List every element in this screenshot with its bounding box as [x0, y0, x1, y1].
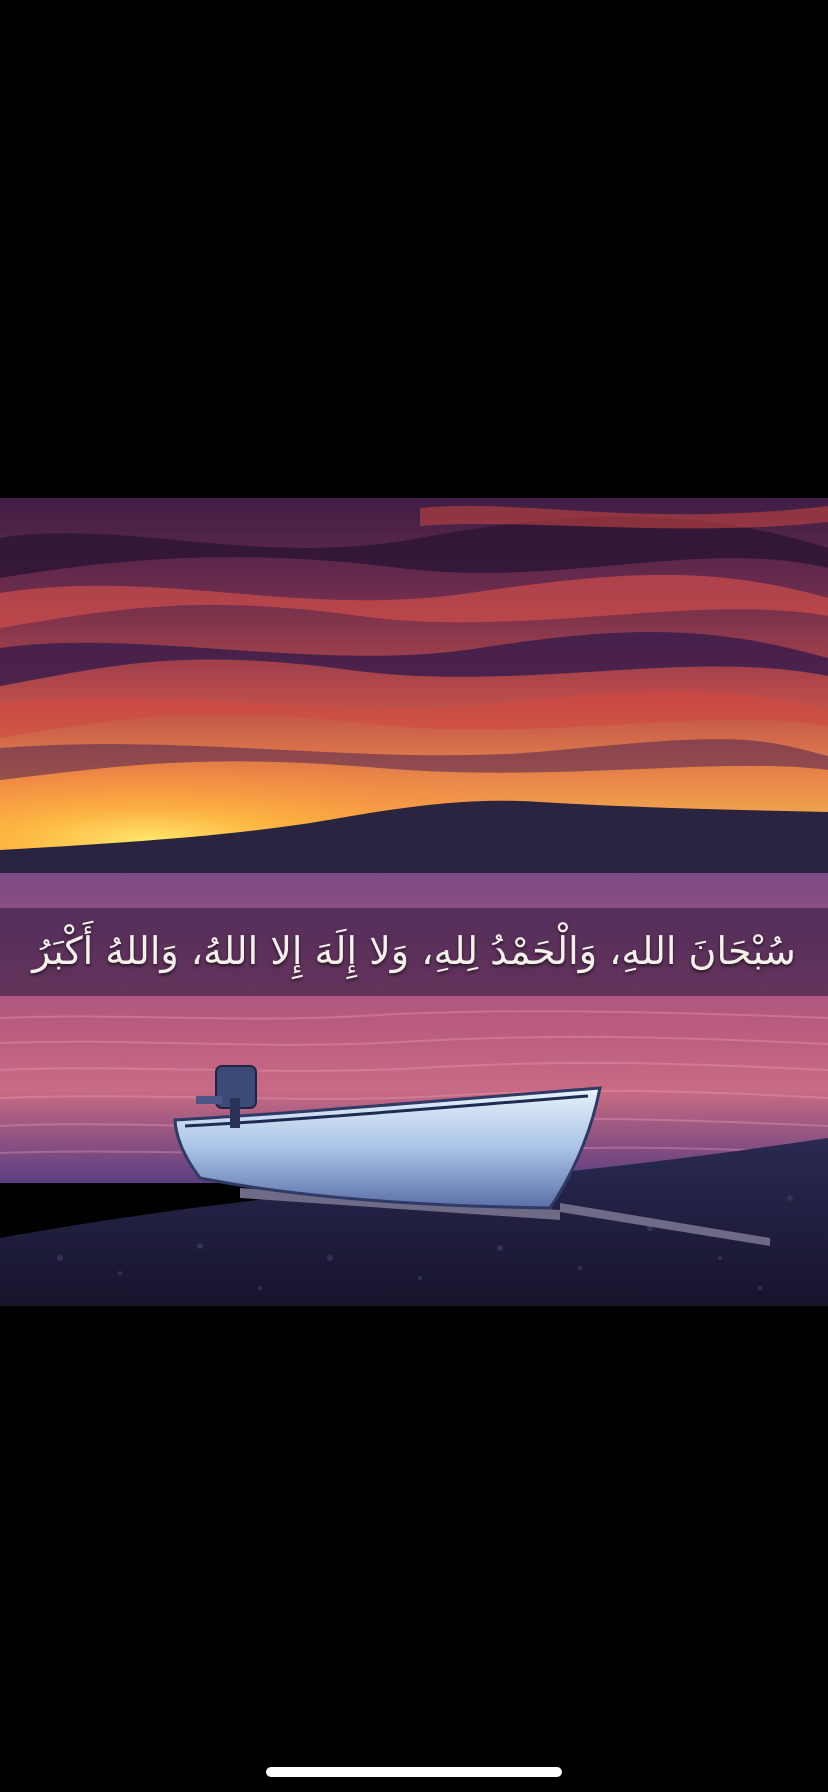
sunset-lake-scene	[0, 498, 828, 1306]
dhikr-caption: سُبْحَانَ اللهِ، وَالْحَمْدُ لِلهِ، وَلا إِلَهَ إِلا اللهُ، وَاللهُ أَكْبَرُ	[32, 929, 796, 974]
photo	[0, 498, 828, 1306]
home-indicator[interactable]	[266, 1767, 562, 1777]
caption-band	[0, 908, 828, 996]
